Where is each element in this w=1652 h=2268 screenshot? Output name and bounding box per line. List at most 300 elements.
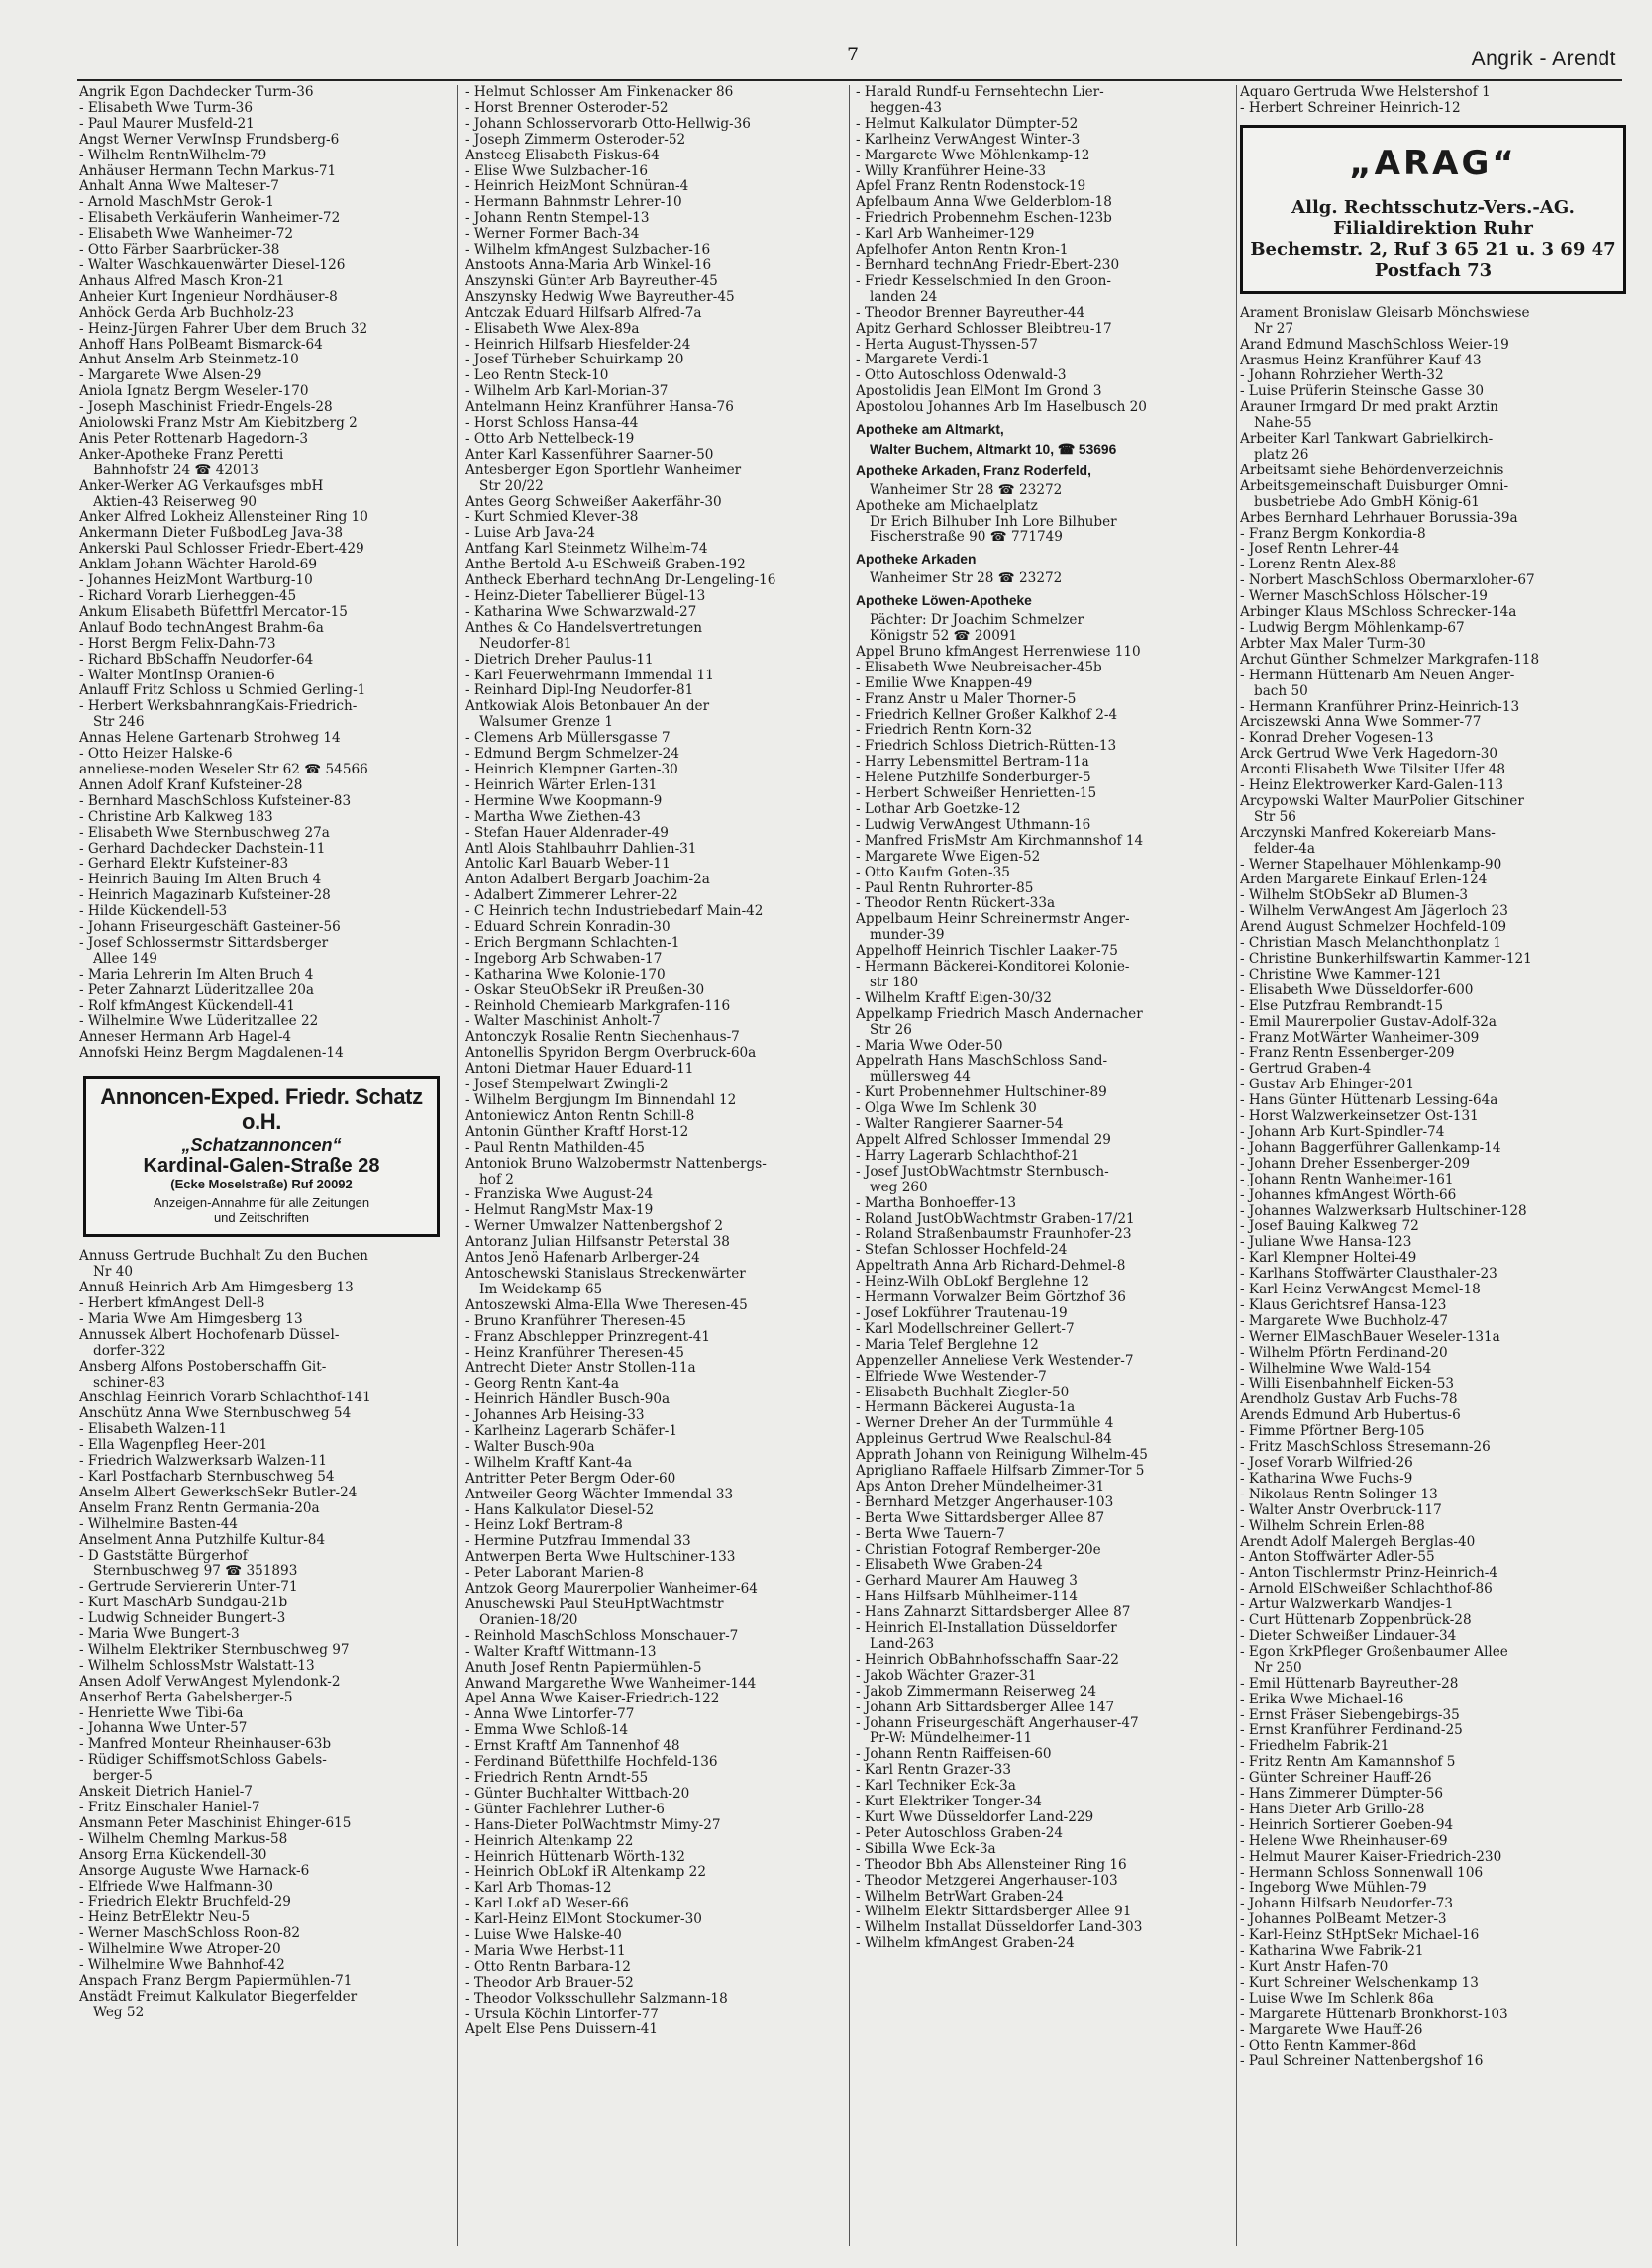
listing-entry: - Hans Kalkulator Diesel-52 [465, 1502, 654, 1518]
listing-entry: Anker-Werker AG Verkaufsges mbH [79, 478, 324, 494]
listing-entry: - Gertrude Serviererin Unter-71 [79, 1580, 298, 1596]
listing-entry: - Wilhelmine Wwe Lüderitzallee 22 [79, 1014, 319, 1030]
listing-entry: - Willi Eisenbahnhelf Eicken-53 [1240, 1377, 1455, 1392]
listing-entry: Arbeiter Karl Tankwart Gabrielkirch- [1240, 432, 1494, 448]
listing-entry: - Maria Lehrerin Im Alten Bruch 4 [79, 967, 314, 982]
listing-entry: - Elisabeth Wwe Sternbuschweg 27a [79, 825, 330, 841]
listing-entry: - Rüdiger SchiffsmotSchloss Gabels- [79, 1753, 327, 1769]
listing-entry: Antzok Georg Maurerpolier Wanheimer-64 [465, 1582, 758, 1598]
listing-entry: - Wilhelm Installat Düsseldorfer Land-303 [856, 1920, 1143, 1936]
listing-entry: - Theodor Brenner Bayreuther-44 [856, 305, 1085, 321]
listing-entry: - Herbert WerksbahnrangKais-Friedrich- [79, 699, 358, 715]
listing-entry: Dr Erich Bilhuber Inh Lore Bilhuber [870, 514, 1117, 530]
ad-slogan: „Schatzannoncen“ [181, 1134, 342, 1155]
listing-entry: - Margarete Wwe Hauff-26 [1240, 2022, 1423, 2038]
listing-entry: - Peter Autoschloss Graben-24 [856, 1825, 1064, 1841]
listing-entry: - Franz Abschlepper Prinzregent-41 [465, 1329, 711, 1345]
listing-entry: - Eduard Schrein Konradin-30 [465, 920, 671, 936]
ad-street: Kardinal-Galen-Straße 28 [143, 1155, 380, 1178]
listing-entry: - Fimme Pförtner Berg-105 [1240, 1424, 1425, 1440]
listing-entry: Apitz Gerhard Schlosser Bleibtreu-17 [856, 321, 1112, 337]
listing-entry: - Kurt Probennehmer Hultschiner-89 [856, 1085, 1107, 1101]
listing-entry: Anuschewski Paul SteuHptWachtmstr [465, 1598, 724, 1612]
listing-entry: Aprigliano Raffaele Hilfsarb Zimmer-Tor 5 [856, 1464, 1145, 1480]
listing-entry: - Edmund Bergm Schmelzer-24 [465, 747, 679, 763]
listing-entry: - Arnold ElSchweißer Schlachthof-86 [1240, 1582, 1493, 1598]
listing-highlight: Apotheke Löwen-Apotheke [856, 593, 1032, 609]
listing-entry: Appleinus Gertrud Wwe Realschul-84 [856, 1432, 1112, 1448]
listing-entry: - Fritz MaschSchloss Stresemann-26 [1240, 1440, 1491, 1456]
listing-entry: - Wilhelm BetrWart Graben-24 [856, 1889, 1064, 1905]
listing-entry: - Elisabeth Wwe Graben-24 [856, 1558, 1043, 1574]
listing-entry: - Ella Wagenpfleg Heer-201 [79, 1438, 268, 1454]
listing-entry: - Josef Bauing Kalkweg 72 [1240, 1219, 1419, 1235]
page-number: 7 [847, 44, 860, 65]
listing-entry: - Roland JustObWachtmstr Graben-17/21 [856, 1211, 1135, 1227]
listing-entry: - Peter Laborant Marien-8 [465, 1566, 644, 1582]
listing-entry: - Walter Busch-90a [465, 1439, 595, 1455]
listing-entry: Apelt Else Pens Duissern-41 [465, 2022, 659, 2038]
listing-entry: Antkowiak Alois Betonbauer An der [465, 699, 710, 715]
listing-entry: Anker-Apotheke Franz Peretti [79, 447, 284, 463]
listing-entry: - Walter Rangierer Saarner-54 [856, 1117, 1064, 1133]
listing-entry: - Henriette Wwe Tibi-6a [79, 1705, 244, 1721]
listing-entry: Ansmann Peter Maschinist Ehinger-615 [79, 1815, 352, 1831]
listing-entry: Aps Anton Dreher Mündelheimer-31 [856, 1479, 1105, 1495]
listing-entry: - Gerhard Dachdecker Dachstein-11 [79, 841, 326, 857]
listing-entry: - Anna Wwe Lintorfer-77 [465, 1707, 635, 1723]
listing-entry: Arcypowski Walter MaurPolier Gitschiner [1240, 793, 1524, 809]
listing-entry: - Elfriede Wwe Westender-7 [856, 1369, 1047, 1385]
listing-entry: Anserhof Berta Gabelsberger-5 [79, 1690, 293, 1705]
listing-entry: - Wilhelmine Wwe Bahnhof-42 [79, 1958, 285, 1974]
listing-entry: - Johann Rentn Stempel-13 [465, 211, 650, 227]
listing-entry: - Heinrich Händler Busch-90a [465, 1392, 671, 1408]
listing-entry: hof 2 [479, 1172, 514, 1187]
listing-entry: - Elisabeth Wwe Wanheimer-72 [79, 227, 293, 243]
listing-entry: - Walter Waschkauenwärter Diesel-126 [79, 258, 346, 273]
listing-entry: Arends Edmund Arb Hubertus-6 [1240, 1408, 1461, 1424]
listing-entry: Anter Karl Kassenführer Saarner-50 [465, 447, 714, 463]
listing-entry: - Hermine Wwe Koopmann-9 [465, 793, 663, 809]
listing-entry: - Günter Fachlehrer Luther-6 [465, 1802, 665, 1817]
listing-entry: - Paul Maurer Musfeld-21 [79, 116, 255, 132]
listing-entry: - Harald Rundf-u Fernsehtechn Lier- [856, 85, 1104, 100]
listing-entry: - Helmut RangMstr Max-19 [465, 1203, 654, 1219]
listing-entry: Arck Gertrud Wwe Verk Hagedorn-30 [1240, 747, 1498, 763]
listing-entry: - Adalbert Zimmerer Lehrer-22 [465, 888, 678, 904]
listing-entry: Anwand Margarethe Wwe Wanheimer-144 [465, 1676, 757, 1692]
listing-entry: - Wilhelm Arb Karl-Morian-37 [465, 384, 669, 400]
listing-entry: Arconti Elisabeth Wwe Tilsiter Ufer 48 [1240, 763, 1506, 778]
listing-entry: Arendt Adolf Malergeh Berglas-40 [1240, 1534, 1476, 1550]
listing-entry: - Katharina Wwe Schwarzwald-27 [465, 604, 697, 620]
listing-entry: - Hermann Bahnmstr Lehrer-10 [465, 195, 682, 211]
listing-entry: Appel Bruno kfmAngest Herrenwiese 110 [856, 644, 1141, 660]
listing-entry: - Friedrich Schloss Dietrich-Rütten-13 [856, 739, 1117, 755]
listing-entry: - Clemens Arb Müllersgasse 7 [465, 731, 671, 747]
listing-entry: - Karl Feuerwehrmann Immendal 11 [465, 668, 714, 683]
listing-entry: - Margarete Wwe Eigen-52 [856, 849, 1041, 865]
listing-entry: - D Gaststätte Bürgerhof [79, 1548, 248, 1564]
listing-entry: - Johannes PolBeamt Metzer-3 [1240, 1912, 1447, 1928]
listing-entry: - Wilhelm Elektr Sittardsberger Allee 91 [856, 1905, 1132, 1920]
listing-entry: - Ernst Fräser Siebengebirgs-35 [1240, 1707, 1460, 1723]
listing-entry: Antonin Günther Kraftf Horst-12 [465, 1124, 689, 1140]
listing-entry: Appelkamp Friedrich Masch Andernacher [856, 1006, 1143, 1022]
listing-entry: Nahe-55 [1254, 416, 1312, 432]
listing-entry: Anklam Johann Wächter Harold-69 [79, 558, 317, 573]
listing-entry: - Hermann Hüttenarb Am Neuen Anger- [1240, 668, 1515, 683]
listing-entry: - Willy Kranführer Heine-33 [856, 163, 1047, 179]
listing-entry: Anthes & Co Handelsvertretungen [465, 620, 702, 636]
listing-entry: Anhaus Alfred Masch Kron-21 [79, 273, 285, 289]
listing-entry: - Theodor Volksschullehr Salzmann-18 [465, 1991, 728, 2007]
listing-entry: - Heinrich Sortierer Goeben-94 [1240, 1817, 1454, 1833]
listing-entry: - Lothar Arb Goetzke-12 [856, 801, 1021, 817]
listing-entry: - Margarete Wwe Alsen-29 [79, 368, 262, 384]
listing-entry: - Wilhelm Chemlng Markus-58 [79, 1831, 288, 1847]
listing-entry: Apostolidis Jean ElMont Im Grond 3 [856, 384, 1102, 400]
listing-entry: heggen-43 [870, 100, 942, 116]
listing-entry: Antonellis Spyridon Bergm Overbruck-60a [465, 1046, 757, 1062]
listing-entry: - Else Putzfrau Rembrandt-15 [1240, 998, 1444, 1014]
listing-entry: - Katharina Wwe Kolonie-170 [465, 967, 666, 982]
listing-entry: Arbter Max Maler Turm-30 [1240, 636, 1426, 652]
listing-entry: Anker Alfred Lokheiz Allensteiner Ring 10 [79, 510, 368, 526]
column-divider [849, 85, 850, 2246]
listing-entry: - Hans Hilfsarb Mühlheimer-114 [856, 1590, 1079, 1605]
listing-entry: Appelt Alfred Schlosser Immendal 29 [856, 1133, 1111, 1148]
listing-entry: Ansorg Erna Kückendell-30 [79, 1847, 267, 1863]
listing-entry: - Stefan Schlosser Hochfeld-24 [856, 1243, 1068, 1259]
listing-entry: - Ingeborg Wwe Mühlen-79 [1240, 1881, 1427, 1897]
listing-entry: - Josef Lokführer Trautenau-19 [856, 1305, 1068, 1321]
listing-entry: - Curt Hüttenarb Zoppenbrück-28 [1240, 1613, 1472, 1629]
schatz-advertisement [83, 1076, 440, 1237]
listing-entry: Antes Georg Schweißer Aakerfähr-30 [465, 494, 722, 510]
listing-entry: - Johann Friseurgeschäft Gasteiner-56 [79, 920, 341, 936]
listing-entry: - Gustav Arb Ehinger-201 [1240, 1078, 1414, 1093]
listing-entry: - Peter Zahnarzt Lüderitzallee 20a [79, 982, 315, 998]
listing-entry: platz 26 [1254, 448, 1309, 464]
listing-entry: - Horst Bergm Felix-Dahn-73 [79, 636, 276, 652]
ad-company-name: Annoncen-Exped. Friedr. Schatz o.H. [100, 1084, 423, 1135]
listing-entry: - Ludwig Schneider Bungert-3 [79, 1611, 286, 1627]
listing-entry: - Johann Schlosservorarb Otto-Hellwig-36 [465, 116, 751, 132]
listing-entry: str 180 [870, 975, 919, 990]
listing-entry: - Günter Buchhalter Wittbach-20 [465, 1786, 690, 1802]
listing-entry: berger-5 [93, 1769, 153, 1785]
listing-entry: Anis Peter Rottenarb Hagedorn-3 [79, 431, 308, 447]
listing-entry: Aquaro Gertruda Wwe Helstershof 1 [1240, 85, 1491, 100]
listing-entry: - Elfriede Wwe Halfmann-30 [79, 1879, 273, 1895]
listing-entry: Antwerpen Berta Wwe Hultschiner-133 [465, 1550, 736, 1566]
listing-entry: schiner-83 [93, 1375, 165, 1391]
listing-entry: - Richard BbSchaffn Neudorfer-64 [79, 652, 314, 668]
listing-entry: - Heinz Elektrowerker Kard-Galen-113 [1240, 778, 1504, 794]
listing-highlight: Walter Buchem, Altmarkt 10, ☎ 53696 [870, 441, 1117, 457]
listing-entry: Aniola Ignatz Bergm Weseler-170 [79, 384, 309, 400]
listing-entry: - Franz Anstr u Maler Thorner-5 [856, 691, 1077, 707]
listing-entry: - Luise Wwe Im Schlenk 86a [1240, 1991, 1434, 2007]
listing-entry: Antheck Eberhard technAng Dr-Lengeling-16 [465, 573, 776, 589]
listing-entry: - Theodor Bbh Abs Allensteiner Ring 16 [856, 1857, 1127, 1873]
listing-entry: - Maria Wwe Herbst-11 [465, 1943, 626, 1959]
listing-entry: - Josef Rentn Lehrer-44 [1240, 542, 1400, 558]
listing-entry: - Helene Putzhilfe Sonderburger-5 [856, 771, 1091, 786]
listing-entry: - Theodor Rentn Rückert-33a [856, 896, 1056, 912]
listing-entry: - Kurt Schreiner Welschenkamp 13 [1240, 1975, 1479, 1991]
listing-entry: - Lorenz Rentn Alex-88 [1240, 558, 1397, 573]
listing-entry: - Paul Rentn Mathilden-45 [465, 1140, 645, 1156]
listing-entry: Anszynski Günter Arb Bayreuther-45 [465, 273, 718, 289]
listing-entry: - Karl Arb Wanheimer-129 [856, 227, 1035, 243]
listing-entry: - Werner Former Bach-34 [465, 227, 640, 243]
listing-entry: - Johannes kfmAngest Wörth-66 [1240, 1187, 1457, 1203]
listing-entry: - Werner Umwalzer Nattenbergshof 2 [465, 1219, 723, 1235]
listing-entry: - Hermann Bäckerei Augusta-1a [856, 1400, 1076, 1416]
listing-entry: - Josef Schlossermstr Sittardsberger [79, 935, 329, 951]
listing-entry: Anneser Hermann Arb Hagel-4 [79, 1030, 292, 1046]
listing-entry: - Johann Rentn Raiffeisen-60 [856, 1747, 1052, 1763]
listing-entry: - Luise Wwe Halske-40 [465, 1928, 622, 1944]
listing-entry: - C Heinrich techn Industriebedarf Main-42 [465, 904, 764, 920]
listing-entry: - Theodor Arb Brauer-52 [465, 1975, 634, 1991]
listing-entry: Anthe Bertold A-u ESchweiß Graben-192 [465, 558, 746, 573]
listing-entry: - Elisabeth Wwe Düsseldorfer-600 [1240, 982, 1474, 998]
ad-address: Bechemstr. 2, Ruf 3 65 21 u. 3 69 47 [1250, 239, 1616, 260]
listing-entry: - Otto Autoschloss Odenwald-3 [856, 368, 1067, 384]
listing-entry: - Gertrud Graben-4 [1240, 1062, 1372, 1078]
listing-entry: Arasmus Heinz Kranführer Kauf-43 [1240, 353, 1482, 368]
listing-entry: - Werner MaschSchloss Roon-82 [79, 1926, 301, 1942]
listing-entry: - Josef Stempelwart Zwingli-2 [465, 1078, 669, 1093]
listing-entry: Arbeitsamt siehe Behördenverzeichnis [1240, 463, 1504, 478]
listing-entry: - Kurt MaschArb Sundgau-21b [79, 1596, 288, 1611]
listing-entry: - Karl Lokf aD Weser-66 [465, 1897, 629, 1912]
listing-entry: - Karlheinz Lagerarb Schäfer-1 [465, 1424, 678, 1440]
listing-entry: Antolic Karl Bauarb Weber-11 [465, 857, 671, 873]
listing-entry: - Elisabeth Verkäuferin Wanheimer-72 [79, 211, 341, 227]
listing-entry: Arden Margarete Einkauf Erlen-124 [1240, 873, 1488, 888]
listing-entry: Aniolowski Franz Mstr Am Kiebitzberg 2 [79, 416, 358, 432]
listing-entry: - Helmut Maurer Kaiser-Friedrich-230 [1240, 1849, 1502, 1865]
listing-entry: - Wilhelmine Basten-44 [79, 1516, 239, 1532]
listing-entry: - Gerhard Elektr Kufsteiner-83 [79, 857, 289, 873]
listing-entry: Archut Günther Schmelzer Markgrafen-118 [1240, 652, 1540, 668]
listing-entry: Anuth Josef Rentn Papiermühlen-5 [465, 1660, 702, 1676]
listing-entry: - Bernhard technAng Friedr-Ebert-230 [856, 258, 1120, 273]
listing-entry: - Fritz Rentn Am Kamannshof 5 [1240, 1755, 1456, 1771]
listing-entry: - Hans Dieter Arb Grillo-28 [1240, 1802, 1425, 1817]
listing-entry: Appelbaum Heinr Schreinermstr Anger- [856, 912, 1130, 928]
listing-entry: - Ludwig VerwAngest Uthmann-16 [856, 817, 1091, 833]
listing-entry: - Heinrich Bauing Im Alten Bruch 4 [79, 873, 322, 888]
listing-entry: - Friedrich Rentn Arndt-55 [465, 1770, 649, 1786]
listing-entry: - Dietrich Dreher Paulus-11 [465, 652, 654, 668]
listing-entry: Anschütz Anna Wwe Sternbuschweg 54 [79, 1406, 352, 1422]
listing-entry: Annofski Heinz Bergm Magdalenen-14 [79, 1046, 344, 1062]
listing-entry: - Sibilla Wwe Eck-3a [856, 1841, 996, 1857]
listing-entry: - Hans Zahnarzt Sittardsberger Allee 87 [856, 1605, 1131, 1621]
listing-entry: - Elisabeth Wwe Neubreisacher-45b [856, 660, 1102, 675]
listing-entry: Annen Adolf Kranf Kufsteiner-28 [79, 777, 303, 793]
listing-entry: - Oskar SteuObSekr iR Preußen-30 [465, 982, 705, 998]
listing-entry: Arend August Schmelzer Hochfeld-109 [1240, 920, 1506, 936]
listing-entry: - Heinrich Hüttenarb Wörth-132 [465, 1849, 685, 1865]
listing-entry: - Werner MaschSchloss Hölscher-19 [1240, 589, 1488, 605]
listing-entry: - Karl Heinz VerwAngest Memel-18 [1240, 1283, 1481, 1298]
listing-entry: - Hans Zimmerer Dümpter-56 [1240, 1787, 1444, 1803]
listing-entry: - Karl Klempner Holtei-49 [1240, 1251, 1417, 1267]
listing-entry: - Johann Baggerführer Gallenkamp-14 [1240, 1140, 1501, 1156]
listing-entry: - Walter MontInsp Oranien-6 [79, 668, 275, 683]
listing-entry: - Christine Wwe Kammer-121 [1240, 967, 1442, 982]
listing-entry: busbetriebe Ado GmbH König-61 [1254, 494, 1480, 510]
listing-entry: - Otto Arb Nettelbeck-19 [465, 431, 635, 447]
listing-entry: - Franz Bergm Konkordia-8 [1240, 526, 1426, 542]
listing-entry: Weg 52 [93, 2005, 145, 2020]
listing-entry: - Johannes Arb Heising-33 [465, 1408, 645, 1424]
listing-entry: Anselment Anna Putzhilfe Kultur-84 [79, 1532, 326, 1548]
listing-entry: - Wilhelm Elektriker Sternbuschweg 97 [79, 1642, 350, 1658]
ad-branch: Filialdirektion Ruhr [1333, 218, 1533, 240]
listing-entry: Anspach Franz Bergm Papiermühlen-71 [79, 1973, 353, 1989]
listing-entry: - Hilde Kückendell-53 [79, 904, 228, 920]
listing-entry: - Ludwig Bergm Möhlenkamp-67 [1240, 620, 1465, 636]
header-rule [77, 79, 1622, 81]
listing-entry: Arament Bronislaw Gleisarb Mönchswiese [1240, 305, 1530, 321]
listing-entry: Anhoff Hans PolBeamt Bismarck-64 [79, 337, 323, 353]
listing-entry: Nr 40 [93, 1265, 134, 1281]
listing-entry: - Ernst Kranführer Ferdinand-25 [1240, 1723, 1463, 1739]
directory-column-2 [465, 85, 848, 2038]
listing-entry: - Ferdinand Büfetthilfe Hochfeld-136 [465, 1755, 718, 1771]
listing-entry: - Heinz-Wilh ObLokf Berglehne 12 [856, 1275, 1089, 1290]
listing-entry: - Katharina Wwe Fuchs-9 [1240, 1471, 1413, 1487]
listing-entry: Apel Anna Wwe Kaiser-Friedrich-122 [465, 1692, 720, 1707]
listing-entry: - Harry Lebensmittel Bertram-11a [856, 755, 1089, 771]
listing-entry: Anlauf Bodo technAngest Brahm-6a [79, 620, 324, 636]
listing-entry: - Reinhard Dipl-Ing Neudorfer-81 [465, 683, 694, 699]
listing-entry: - Hermann Schloss Sonnenwall 106 [1240, 1865, 1484, 1881]
listing-entry: - Olga Wwe Im Schlenk 30 [856, 1101, 1037, 1117]
arag-logo: „ARAG“ [1349, 143, 1517, 183]
listing-entry: Anselm Franz Rentn Germania-20a [79, 1500, 320, 1516]
directory-column-4 [1240, 85, 1626, 2070]
listing-entry: Antoranz Julian Hilfsanstr Peterstal 38 [465, 1235, 730, 1251]
listing-entry: - Hermann Bäckerei-Konditorei Kolonie- [856, 960, 1130, 976]
listing-entry: Nr 250 [1254, 1660, 1302, 1676]
listing-entry: - Manfred FrisMstr Am Kirchmannshof 14 [856, 833, 1144, 849]
listing-entry: Apotheke am Michaelplatz [856, 498, 1038, 514]
listing-entry: Apfel Franz Rentn Rodenstock-19 [856, 179, 1086, 195]
listing-entry: - Herta August-Thyssen-57 [856, 337, 1038, 353]
listing-entry: - Hans-Dieter PolWachtmstr Mimy-27 [465, 1817, 721, 1833]
listing-entry: - Otto Rentn Kammer-86d [1240, 2038, 1417, 2054]
listing-entry: - Ursula Köchin Lintorfer-77 [465, 2007, 659, 2022]
listing-entry: - Johannes Walzwerksarb Hultschiner-128 [1240, 1203, 1527, 1219]
listing-entry: - Heinrich Klempner Garten-30 [465, 762, 678, 777]
listing-entry: - Karl Techniker Eck-3a [856, 1779, 1016, 1795]
listing-entry: Apostolou Johannes Arb Im Haselbusch 20 [856, 400, 1147, 416]
listing-entry: - Berta Wwe Sittardsberger Allee 87 [856, 1510, 1105, 1526]
listing-entry: weg 260 [870, 1180, 928, 1195]
listing-entry: - Kurt Schmied Klever-38 [465, 510, 639, 526]
listing-entry: - Johann Dreher Essenberger-209 [1240, 1156, 1471, 1172]
listing-entry: Str 246 [93, 715, 145, 731]
listing-entry: - Arnold MaschMstr Gerok-1 [79, 195, 274, 211]
listing-entry: - Herbert Schweißer Henrietten-15 [856, 786, 1097, 802]
listing-entry: - Heinrich Magazinarb Kufsteiner-28 [79, 888, 331, 904]
listing-entry: Antoniewicz Anton Rentn Schill-8 [465, 1108, 695, 1124]
listing-entry: - Reinhold MaschSchloss Monschauer-7 [465, 1628, 739, 1644]
listing-entry: - Margarete Hüttenarb Bronkhorst-103 [1240, 2007, 1508, 2022]
listing-entry: Wanheimer Str 28 ☎ 23272 [870, 482, 1063, 498]
listing-entry: Bahnhofstr 24 ☎ 42013 [93, 463, 258, 478]
listing-entry: dorfer-322 [93, 1343, 166, 1359]
listing-entry: - Ernst Kraftf Am Tannenhof 48 [465, 1739, 680, 1755]
listing-highlight: Apotheke Arkaden [856, 552, 977, 567]
listing-entry: - Fritz Einschaler Haniel-7 [79, 1801, 260, 1815]
listing-entry: Apprath Johann von Reinigung Wilhelm-45 [856, 1448, 1148, 1464]
listing-entry: Annuss Gertrude Buchhalt Zu den Buchen [79, 1249, 368, 1265]
listing-entry: - Wilhelm RentnWilhelm-79 [79, 148, 267, 163]
listing-entry: Ansorge Auguste Wwe Harnack-6 [79, 1863, 310, 1879]
listing-entry: - Norbert MaschSchloss Obermarxloher-67 [1240, 573, 1535, 589]
column-divider [1236, 85, 1237, 2246]
listing-entry: Antczak Eduard Hilfsarb Alfred-7a [465, 305, 702, 321]
listing-entry: Antoszewski Alma-Ella Wwe Theresen-45 [465, 1297, 748, 1313]
listing-entry: - Leo Rentn Steck-10 [465, 368, 609, 384]
listing-entry: Arciszewski Anna Wwe Sommer-77 [1240, 715, 1482, 731]
listing-entry: - Heinrich Wärter Erlen-131 [465, 777, 658, 793]
listing-entry: - Herbert kfmAngest Dell-8 [79, 1296, 265, 1311]
listing-entry: Oranien-18/20 [479, 1612, 578, 1628]
listing-entry: Walsumer Grenze 1 [479, 715, 614, 731]
listing-entry: - Werner Stapelhauer Möhlenkamp-90 [1240, 857, 1502, 873]
listing-entry: Appelrath Hans MaschSchloss Sand- [856, 1054, 1108, 1070]
arag-advertisement [1240, 125, 1626, 294]
listing-entry: Anhäuser Hermann Techn Markus-71 [79, 163, 337, 179]
listing-entry: - Johannes HeizMont Wartburg-10 [79, 573, 313, 589]
listing-entry: Arbinger Klaus MSchloss Schrecker-14a [1240, 605, 1517, 621]
listing-entry: Str 20/22 [479, 478, 544, 494]
listing-entry: Anhalt Anna Wwe Malteser-7 [79, 179, 279, 195]
listing-entry: Antl Alois Stahlbauhrr Dahlien-31 [465, 841, 697, 857]
listing-entry: Ansteeg Elisabeth Fiskus-64 [465, 148, 660, 163]
listing-entry: Ankermann Dieter FußbodLeg Java-38 [79, 526, 343, 542]
listing-entry: - Egon KrkPfleger Großenbaumer Allee [1240, 1644, 1508, 1660]
listing-entry: Arauner Irmgard Dr med prakt Ärztin [1240, 400, 1498, 416]
listing-entry: - Horst Brenner Osteroder-52 [465, 100, 669, 116]
listing-entry: Königstr 52 ☎ 20091 [870, 629, 1018, 644]
listing-entry: Anselm Albert GewerkschSekr Butler-24 [79, 1485, 358, 1500]
listing-entry: - Luise Prüferin Steinsche Gasse 30 [1240, 384, 1484, 400]
listing-entry: - Karl Postfacharb Sternbuschweg 54 [79, 1469, 335, 1485]
listing-entry: - Jakob Wächter Grazer-31 [856, 1668, 1037, 1684]
listing-entry: Antritter Peter Bergm Oder-60 [465, 1471, 676, 1487]
listing-entry: Appenzeller Anneliese Verk Westender-7 [856, 1353, 1134, 1369]
listing-entry: - Theodor Metzgerei Angerhauser-103 [856, 1873, 1118, 1889]
listing-entry: Antelmann Heinz Kranführer Hansa-76 [465, 400, 734, 416]
listing-entry: - Hermann Vorwalzer Beim Görtzhof 36 [856, 1290, 1126, 1306]
listing-entry: Arczynski Manfred Kokereiarb Mans- [1240, 825, 1496, 841]
listing-entry: - Christine Bunkerhilfswartin Kammer-121 [1240, 952, 1532, 968]
listing-entry: felder-4a [1254, 841, 1316, 857]
listing-entry: - Christian Masch Melanchthonplatz 1 [1240, 936, 1502, 952]
